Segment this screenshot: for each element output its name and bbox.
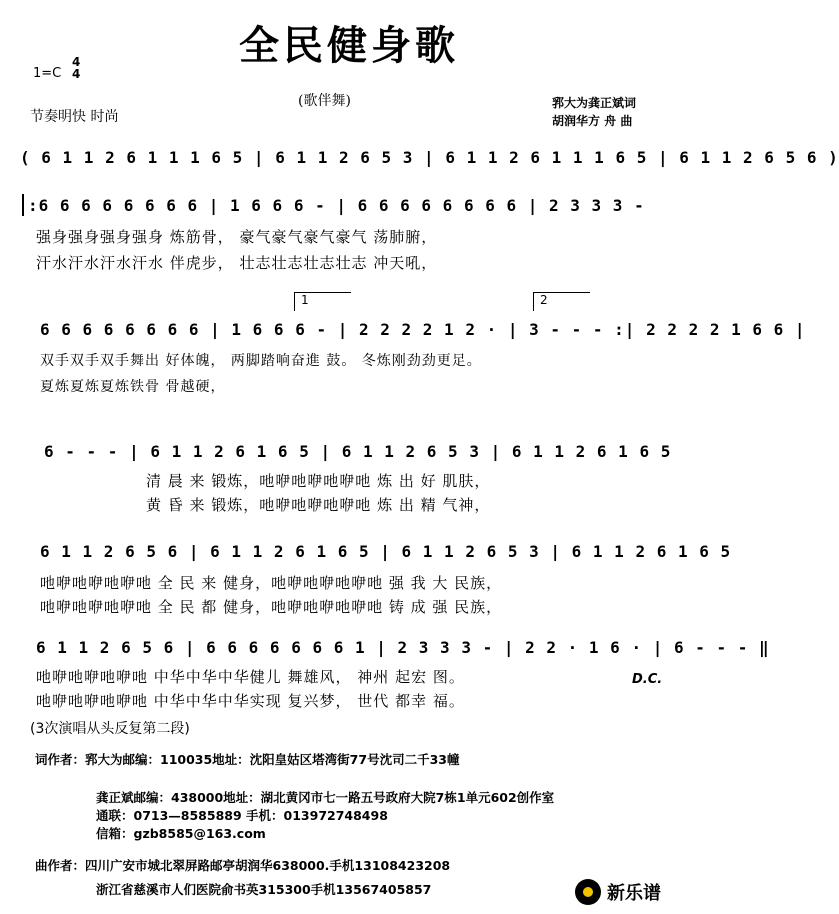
lyricist-credit: 郛大为龚正斌词: [552, 96, 637, 110]
lyricist-contact-2-address: 龚正斌邮编：438000地址：湖北黄冈市七一路五号政府大院7栋1单元602创作室: [96, 790, 555, 805]
site-logo: [575, 876, 693, 908]
composer-contact-2: 浙江省慈溪市人们医院俞书英315300手机13567405857: [96, 882, 432, 897]
lyric-line-5a: 吔咿吔咿吔咿吔 全 民 来 健身，吔咿吔咿吔咿吔 强 我 大 民族，: [40, 574, 503, 592]
composer-contact-1: 曲作者：四川广安市城北翠屏路邮亭胡润华638000.手机13108423208: [35, 858, 451, 873]
lyric-line-5b: 吔咿吔咿吔咿吔 全 民 都 健身，吔咿吔咿吔咿吔 铸 成 强 民族，: [40, 598, 503, 616]
music-disc-icon: [575, 879, 601, 905]
lyric-line-6a: 吔咿吔咿吔咿吔 中华中华中华健儿 舞雄风， 神州 起宏 图。: [36, 668, 465, 686]
lyric-line-6b: 吔咿吔咿吔咿吔 中华中华中华实现 复兴梦， 世代 都幸 福。: [36, 692, 465, 710]
page-title: 全民健身歌: [239, 22, 459, 69]
lyric-line-3b: 夏炼夏炼夏炼铁骨 骨越硬，: [40, 379, 226, 395]
time-signature: [72, 56, 80, 80]
lyric-line-3a: 双手双手双手舞出 好体魄， 两脚踏响奋進 鼓。 冬炼刚劲劲更足。: [40, 353, 482, 369]
lyricist-contact-2-email: 信箱：gzb8585@163.com: [96, 826, 266, 841]
subtitle: (歌伴舞): [298, 93, 351, 109]
lyricist-contact-1: 词作者：郛大为邮编：110035地址：沈阳皇姑区塔湾街77号沈司二千33幢: [35, 752, 460, 767]
lyric-line-4b: 黄 昏 来 锻炼，吔咿吔咿吔咿吔 炼 出 精 气神，: [146, 496, 491, 514]
first-ending-bracket: 1: [294, 292, 351, 311]
repeat-note: (3次演唱从头反复第二段): [30, 721, 190, 737]
score-line-5: 6 1 1 2 6 5 6 | 6 1 1 2 6 1 6 5 | 6 1 1 2 6 5 3 | 6 1 1 2 6 1 6 5: [40, 542, 732, 561]
time-signature-bottom: 4: [72, 67, 81, 81]
score-line-3: 6 6 6 6 6 6 6 6 | 1 6 6 6 - | 2 2 2 2 1 2 · | 3 - - - :| 2 2 2 2 1 6 6 |: [40, 320, 806, 339]
lyric-line-2b: 汗水汗水汗水汗水 伴虎步， 壮志壮志壮志壮志 冲天吼，: [36, 254, 438, 272]
second-ending-bracket: 2: [533, 292, 590, 311]
time-signature-top: 4: [72, 55, 81, 69]
score-line-1: ( 6 1 1 2 6 1 1 1 6 5 | 6 1 1 2 6 5 3 | 6 1 1 2 6 1 1 1 6 5 | 6 1 1 2 6 5 6 ): [20, 148, 839, 167]
da-capo-marking: D.C.: [632, 672, 663, 687]
score-line-6: 6 1 1 2 6 5 6 | 6 6 6 6 6 6 6 1 | 2 3 3 3 - | 2 2 · 1 6 · | 6 - - - ‖: [36, 638, 770, 657]
score-line-2: :6 6 6 6 6 6 6 6 | 1 6 6 6 - | 6 6 6 6 6 6 6 6 | 2 3 3 3 -: [28, 196, 645, 215]
tempo-marking: 节奏明快 时尚: [30, 109, 119, 125]
credits: [552, 94, 636, 130]
lyricist-contact-2-phone: 通联：0713—8585889 手机：013972748498: [96, 808, 388, 823]
lyric-line-4a: 清 晨 来 锻炼，吔咿吔咿吔咿吔 炼 出 好 肌肤，: [146, 472, 491, 490]
logo-text: 新乐谱: [607, 883, 661, 904]
lyric-line-2a: 强身强身强身强身 炼筋骨， 豪气豪气豪气豪气 荡肺腑，: [36, 228, 438, 246]
key-signature: 1=C: [33, 66, 62, 81]
score-line-4: 6 - - - | 6 1 1 2 6 1 6 5 | 6 1 1 2 6 5 3 | 6 1 1 2 6 1 6 5: [44, 442, 672, 461]
repeat-start-bar: [22, 194, 24, 216]
composer-credit: 胡润华方 舟 曲: [552, 114, 633, 128]
